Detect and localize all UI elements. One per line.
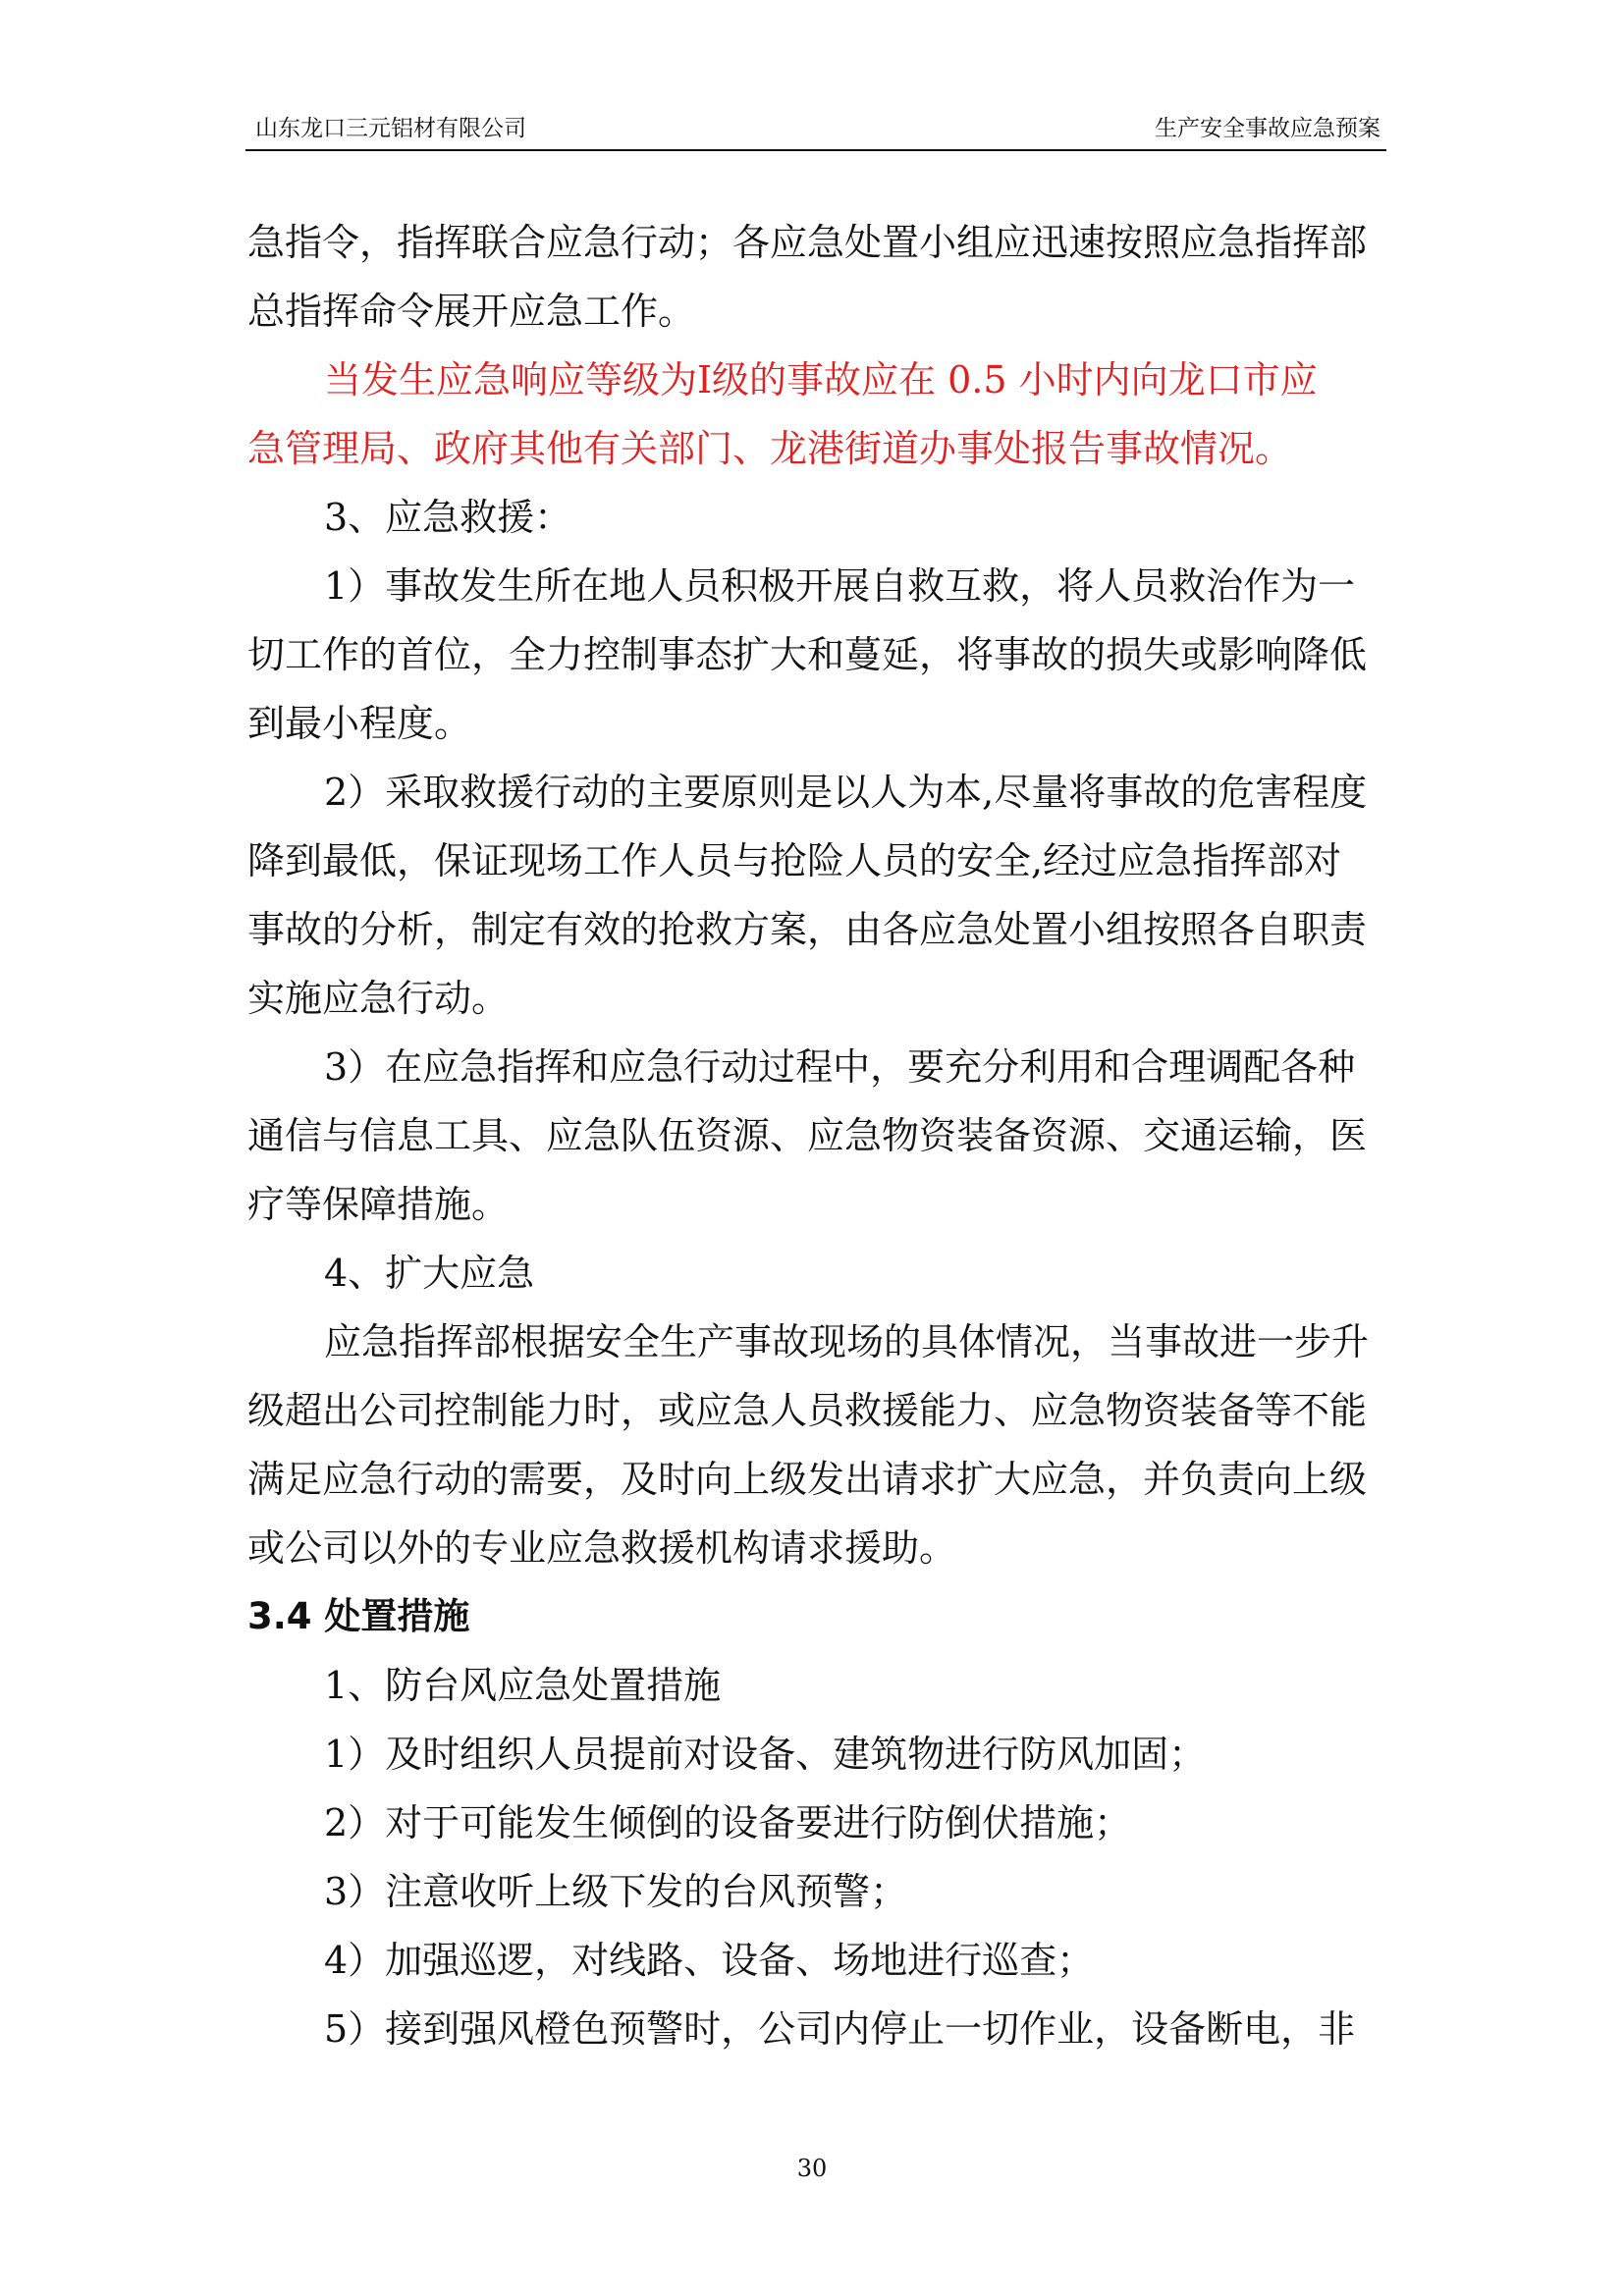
company-name: 山东龙口三元铝材有限公司 bbox=[255, 116, 526, 141]
text-line: 3、应急救援： bbox=[324, 496, 572, 539]
text-line: 疗等保障措施。 bbox=[247, 1183, 510, 1226]
text-line: 满足应急行动的需要，及时向上级发出请求扩大应急，并负责向上级 bbox=[247, 1458, 1368, 1501]
text-line: 1、防台风应急处置措施 bbox=[324, 1664, 722, 1707]
text-line: 或公司以外的专业应急救援机构请求援助。 bbox=[247, 1526, 957, 1570]
header-divider bbox=[245, 149, 1386, 151]
text-line: 5）接到强风橙色预警时，公司内停止一切作业，设备断电，非 bbox=[324, 2007, 1356, 2051]
text-line: 到最小程度。 bbox=[247, 702, 472, 745]
text-line: 急指令，指挥联合应急行动；各应急处置小组应迅速按照应急指挥部 bbox=[247, 221, 1368, 264]
text-line: 总指挥命令展开应急工作。 bbox=[247, 290, 696, 333]
text-line: 4、扩大应急 bbox=[324, 1252, 535, 1295]
section-heading: 3.4 处置措施 bbox=[247, 1595, 470, 1637]
document-title: 生产安全事故应急预案 bbox=[1155, 116, 1380, 141]
document-body bbox=[247, 208, 1386, 2063]
paragraph-group-1 bbox=[247, 208, 1386, 1582]
text-line: 3）在应急指挥和应急行动过程中，要充分利用和合理调配各种 bbox=[324, 1045, 1356, 1089]
text-line: 切工作的首位，全力控制事态扩大和蔓延，将事故的损失或影响降低 bbox=[247, 633, 1368, 676]
text-line: 2）对于可能发生倾倒的设备要进行防倒伏措施； bbox=[324, 1801, 1132, 1844]
text-line: 事故的分析，制定有效的抢救方案，由各应急处置小组按照各自职责 bbox=[247, 908, 1368, 951]
text-line: 1）及时组织人员提前对设备、建筑物进行防风加固； bbox=[324, 1733, 1207, 1776]
text-line: 4）加强巡逻，对线路、设备、场地进行巡查； bbox=[324, 1939, 1095, 1982]
text-line: 通信与信息工具、应急队伍资源、应急物资装备资源、交通运输，医 bbox=[247, 1114, 1368, 1157]
text-line: 当发生应急响应等级为Ⅰ级的事故应在 0.5 小时内向龙口市应 bbox=[324, 358, 1318, 401]
text-line: 应急指挥部根据安全生产事故现场的具体情况，当事故进一步升 bbox=[324, 1320, 1370, 1363]
page-number: 30 bbox=[796, 2155, 828, 2182]
text-line: 3）注意收听上级下发的台风预警； bbox=[324, 1870, 908, 1913]
page-header bbox=[245, 114, 1386, 151]
paragraph-group-2 bbox=[247, 1651, 1386, 2063]
text-line: 2）采取救援行动的主要原则是以人为本,尽量将事故的危害程度 bbox=[324, 771, 1368, 814]
text-line: 级超出公司控制能力时，或应急人员救援能力、应急物资装备等不能 bbox=[247, 1389, 1368, 1432]
text-line: 1）事故发生所在地人员积极开展自救互救，将人员救治作为一 bbox=[324, 564, 1356, 608]
text-line: 降到最低，保证现场工作人员与抢险人员的安全,经过应急指挥部对 bbox=[247, 839, 1342, 882]
text-line: 急管理局、政府其他有关部门、龙港街道办事处报告事故情况。 bbox=[247, 427, 1293, 470]
text-line: 实施应急行动。 bbox=[247, 977, 510, 1020]
